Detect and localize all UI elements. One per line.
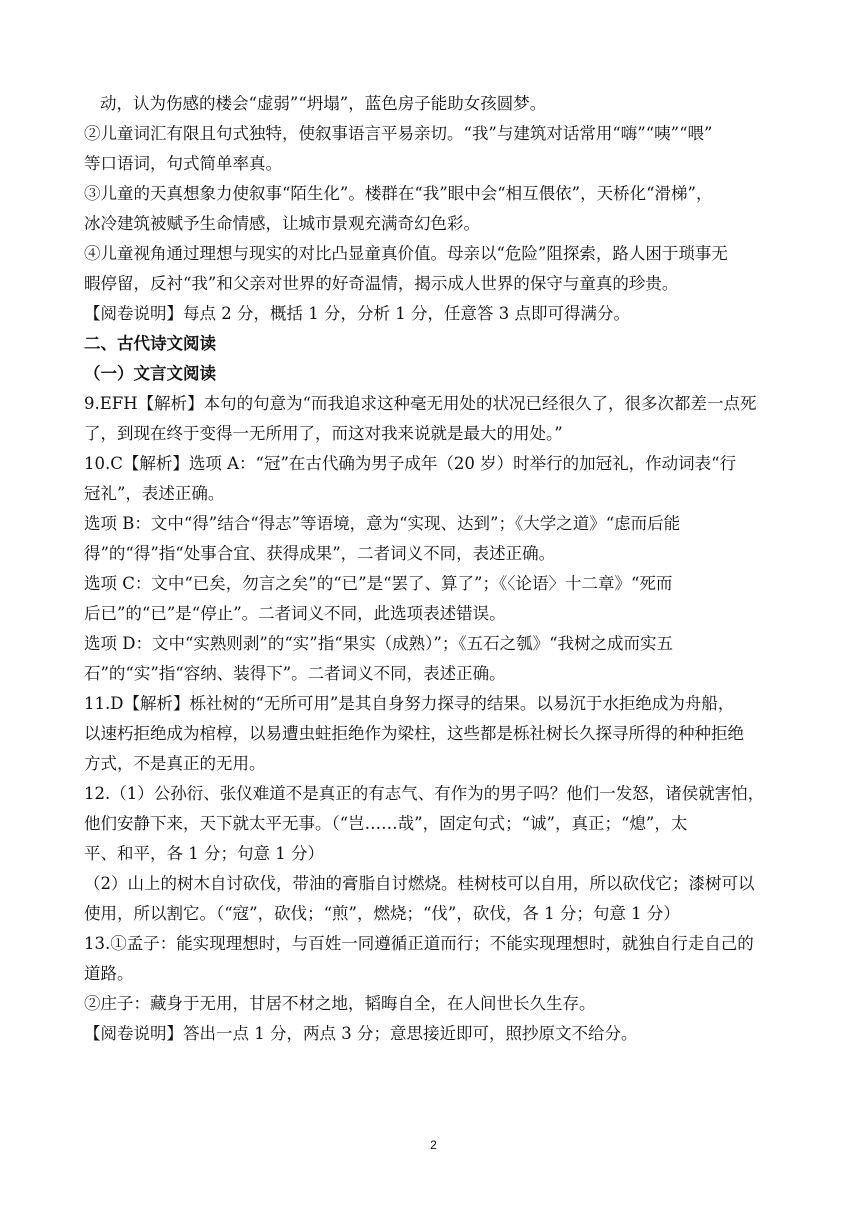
section-heading: 二、古代诗文阅读 bbox=[84, 334, 216, 353]
text-line: 11.D【解析】栎社树的“无所可用”是其自身努力探寻的结果。以易沉于水拒绝成为舟船， bbox=[84, 694, 735, 713]
text-line: 选项 D：文中“实熟则剥”的“实”指“果实（成熟）”；《五石之瓠》“我树之成而实五 bbox=[84, 634, 674, 653]
text-line: 后已”的“已”是“停止”。二者词义不同，此选项表述错误。 bbox=[84, 604, 506, 623]
text-line: 动，认为伤感的楼会“虚弱”“坍塌”，蓝色房子能助女孩圆梦。 bbox=[100, 94, 547, 113]
text-line: 【阅卷说明】答出一点 1 分，两点 3 分；意思接近即可，照抄原文不给分。 bbox=[84, 1024, 638, 1043]
text-line: 选项 B：文中“得”结合“得志”等语境，意为“实现、达到”；《大学之道》“虑而后能 bbox=[84, 514, 681, 533]
text-line: 了，到现在终于变得一无所用了，而这对我来说就是最大的用处。” bbox=[84, 424, 563, 443]
section-heading: （一）文言文阅读 bbox=[84, 364, 216, 383]
text-line: 12.（1）公孙衍、张仪难道不是真正的有志气、有作为的男子吗？他们一发怒，诸侯就害怕， bbox=[84, 784, 765, 803]
text-line: 得”的“得”指“处事合宜、获得成果”，二者词义不同，表述正确。 bbox=[84, 544, 556, 563]
text-line: ②儿童词汇有限且句式独特，使叙事语言平易亲切。“我”与建筑对话常用“嗨”“咦”“喂” bbox=[84, 124, 713, 143]
text-line: 道路。 bbox=[84, 964, 134, 983]
text-line: 使用，所以割它。（“寇”，砍伐；“煎”，燃烧；“伐”，砍伐，各 1 分；句意 1 分） bbox=[84, 904, 680, 923]
page-number: 2 bbox=[430, 1138, 437, 1152]
text-line: ③儿童的天真想象力使叙事“陌生化”。楼群在“我”眼中会“相互偎依”，天桥化“滑梯”， bbox=[84, 184, 713, 203]
text-line: 方式，不是真正的无用。 bbox=[84, 754, 266, 773]
text-line: 等口语词，句式简单率真。 bbox=[84, 154, 282, 173]
text-line: 13.①孟子：能实现理想时，与百姓一同遵循正道而行；不能实现理想时，就独自行走自己的 bbox=[84, 934, 754, 953]
text-line: ④儿童视角通过理想与现实的对比凸显童真价值。母亲以“危险”阻探索，路人困于琐事无 bbox=[84, 244, 728, 263]
text-line: 选项 C：文中“已矣，勿言之矣”的“已”是“罢了、算了”；《〈论语〉十二章》“死而 bbox=[84, 574, 673, 593]
text-line: 【阅卷说明】每点 2 分，概括 1 分，分析 1 分，任意答 3 点即可得满分。 bbox=[84, 304, 630, 323]
text-line: 10.C【解析】选项 A：“冠”在古代确为男子成年（20 岁）时举行的加冠礼，作动词表“行 bbox=[84, 454, 737, 473]
text-line: 暇停留，反衬“我”和父亲对世界的好奇温情，揭示成人世界的保守与童真的珍贵。 bbox=[84, 274, 679, 293]
text-line: 平、和平，各 1 分；句意 1 分） bbox=[84, 844, 324, 863]
text-line: 9.EFH【解析】本句的句意为“而我追求这种毫无用处的状况已经很久了，很多次都差一点死 bbox=[84, 394, 757, 413]
answer-text-body bbox=[84, 89, 784, 1049]
text-line: 以速朽拒绝成为棺椁，以易遭虫蛀拒绝作为梁柱，这些都是栎社树长久探寻所得的种种拒绝 bbox=[84, 724, 744, 743]
text-line: 冰冷建筑被赋予生命情感，让城市景观充满奇幻色彩。 bbox=[84, 214, 480, 233]
text-line: 冠礼”，表述正确。 bbox=[84, 484, 225, 503]
text-line: ②庄子：藏身于无用，甘居不材之地，韬晦自全，在人间世长久生存。 bbox=[84, 994, 596, 1013]
text-line: 石”的“实”指“容纳、装得下”。二者词义不同，表述正确。 bbox=[84, 664, 506, 683]
text-line: （2）山上的树木自讨砍伐，带油的膏脂自讨燃烧。桂树枝可以自用，所以砍伐它；漆树可以 bbox=[84, 874, 755, 893]
text-line: 他们安静下来，天下就太平无事。（“岂……哉”，固定句式；“诚”，真正；“熄”，太 bbox=[84, 814, 688, 833]
